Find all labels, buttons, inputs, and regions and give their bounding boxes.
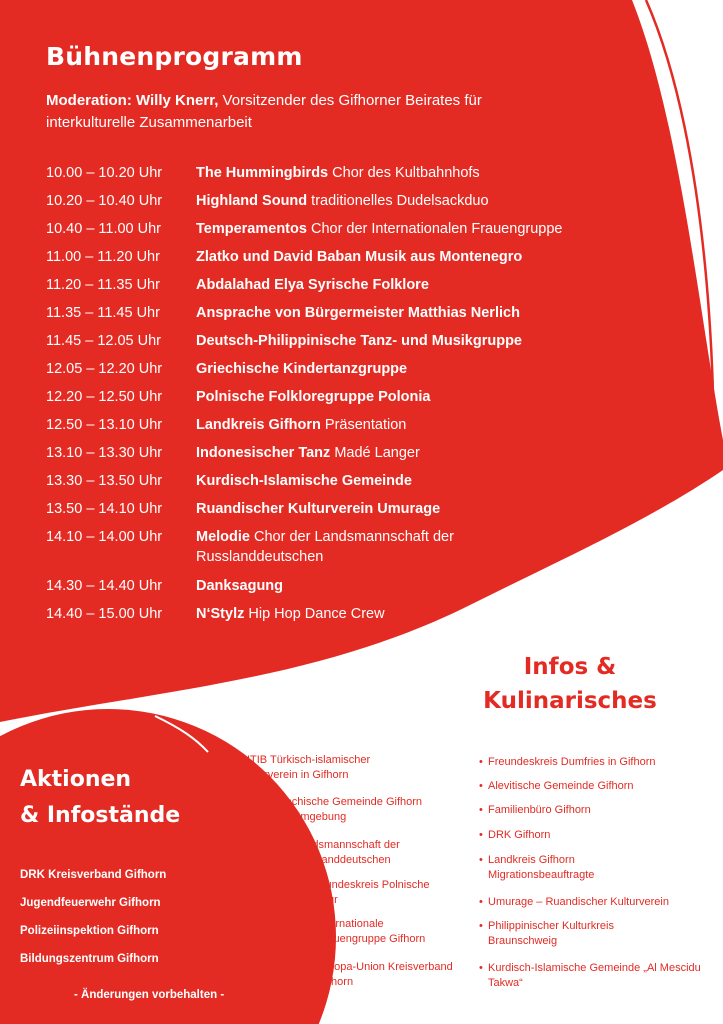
- aktionen-title-line2: & Infostände: [20, 803, 181, 828]
- schedule-time: 12.20 – 12.50 Uhr: [46, 389, 163, 405]
- act-name: N‘Stylz: [196, 606, 245, 622]
- aktionen-item: Bildungszentrum Gifhorn: [20, 953, 159, 965]
- moderation-text: Vorsitzender des Gifhorner Beirates für: [218, 92, 482, 109]
- schedule-time: 14.30 – 14.40 Uhr: [46, 578, 163, 594]
- moderation-label: Moderation: Willy Knerr,: [46, 92, 219, 109]
- act-desc: Chor des Kultbahnhofs: [328, 165, 480, 181]
- schedule-time: 10.40 – 11.00 Uhr: [46, 221, 162, 237]
- schedule-time: 12.05 – 12.20 Uhr: [46, 361, 163, 377]
- act-name: Deutsch-Philippinische Tanz- und Musikgruppe: [196, 333, 522, 349]
- act-desc: Chor der Landsmannschaft der Russlanddeutschen: [196, 529, 454, 565]
- bullet-icon: •: [479, 829, 483, 841]
- bullet-icon: •: [479, 780, 483, 792]
- bullet-icon: •: [308, 961, 312, 973]
- bullet-icon: •: [479, 804, 483, 816]
- schedule-time: 11.45 – 12.05 Uhr: [46, 333, 162, 349]
- bullet-icon: •: [230, 754, 234, 766]
- bullet-icon: •: [308, 918, 312, 930]
- bullet-icon: •: [285, 839, 289, 851]
- list-item: • Freundeskreis Polnische Kultur: [300, 879, 430, 906]
- act-desc: Hip Hop Dance Crew: [244, 606, 385, 622]
- schedule-time: 13.10 – 13.30 Uhr: [46, 445, 163, 461]
- list-item: • Umurage – Ruandischer Kulturverein: [479, 896, 669, 908]
- schedule-time: 13.30 – 13.50 Uhr: [46, 473, 163, 489]
- aktionen-item: Jugendfeuerwehr Gifhorn: [20, 897, 161, 909]
- act-name: Indonesischer Tanz: [196, 445, 331, 461]
- list-item: • Griechische Gemeinde Gifhorn und Umgebung: [262, 796, 423, 823]
- aktionen-title: [20, 762, 180, 834]
- list-item: • Freundeskreis Dumfries in Gifhorn: [479, 756, 656, 768]
- list-item: • Landkreis Gifhorn Migrationsbeauftragte: [479, 854, 595, 881]
- list-item: • Kurdisch-Islamische Gemeinde „Al Mescidu Takwa“: [479, 962, 701, 989]
- act-desc: Madé Langer: [330, 445, 420, 461]
- aktionen-title-line1: Aktionen: [20, 767, 132, 792]
- list-item: • Internationale Frauengruppe Gifhorn: [308, 918, 426, 945]
- schedule-time: 11.35 – 11.45 Uhr: [46, 305, 160, 321]
- bullet-icon: •: [479, 962, 483, 974]
- list-item: • Europa-Union Kreisverband Gifhorn: [308, 961, 453, 988]
- act-desc: traditionelles Dudelsackduo: [307, 193, 489, 209]
- moderation-line2: interkulturelle Zusammenarbeit: [46, 114, 252, 131]
- act-name: Zlatko und David Baban Musik aus Montenegro: [196, 249, 523, 265]
- list-item: • Familienbüro Gifhorn: [479, 804, 591, 816]
- list-item: • Philippinischer Kulturkreis Braunschweig: [479, 920, 614, 947]
- list-item: • Alevitische Gemeinde Gifhorn: [479, 780, 634, 792]
- aktionen-item: DRK Kreisverband Gifhorn: [20, 869, 167, 881]
- act-name: Ruandischer Kulturverein Umurage: [196, 501, 441, 517]
- schedule-time: 10.00 – 10.20 Uhr: [46, 165, 163, 181]
- bullet-icon: •: [262, 796, 266, 808]
- list-item: • Landsmannschaft der Russlanddeutschen: [285, 839, 400, 866]
- act-desc: Präsentation: [320, 417, 407, 433]
- act-desc: Chor der Internationalen Frauengruppe: [306, 221, 563, 237]
- schedule-time: 12.50 – 13.10 Uhr: [46, 417, 163, 433]
- bullet-icon: •: [479, 920, 483, 932]
- changes-note: - Änderungen vorbehalten -: [74, 989, 225, 1001]
- act-name: Griechische Kindertanzgruppe: [196, 361, 408, 377]
- list-item: • DITIB Türkisch-islamischer Kulturverein in Gifhorn: [230, 754, 371, 781]
- act-name: Melodie: [196, 529, 250, 545]
- schedule-time: 10.20 – 10.40 Uhr: [46, 193, 163, 209]
- act-name: Polnische Folkloregruppe Polonia: [196, 389, 431, 405]
- bullet-icon: •: [300, 879, 304, 891]
- infos-title-line2: Kulinarisches: [483, 688, 657, 714]
- act-name: The Hummingbirds: [196, 165, 329, 181]
- infos-title-line1: Infos &: [523, 654, 617, 680]
- infos-title: [455, 650, 685, 718]
- schedule-time: 13.50 – 14.10 Uhr: [46, 501, 163, 517]
- act-name: Ansprache von Bürgermeister Matthias Nerlich: [196, 305, 520, 321]
- page-title: Bühnenprogramm: [46, 42, 303, 71]
- act-name: Danksagung: [196, 578, 284, 594]
- bullet-icon: •: [479, 896, 483, 908]
- bullet-icon: •: [479, 756, 483, 768]
- aktionen-item: Polizeiinspektion Gifhorn: [20, 925, 159, 937]
- schedule-time: 14.10 – 14.00 Uhr: [46, 529, 163, 545]
- act-name: Abdalahad Elya Syrische Folklore: [196, 277, 429, 293]
- schedule-time: 11.20 – 11.35 Uhr: [46, 277, 160, 293]
- list-item: • DRK Gifhorn: [479, 829, 551, 841]
- act-name: Kurdisch-Islamische Gemeinde: [196, 473, 412, 489]
- act-name: Highland Sound: [196, 193, 308, 209]
- act-name: Landkreis Gifhorn: [196, 417, 321, 433]
- schedule-time: 11.00 – 11.20 Uhr: [46, 249, 160, 265]
- act-name: Temperamentos: [196, 221, 307, 237]
- moderation: [46, 90, 566, 134]
- schedule-time: 14.40 – 15.00 Uhr: [46, 606, 163, 622]
- bullet-icon: •: [479, 854, 483, 866]
